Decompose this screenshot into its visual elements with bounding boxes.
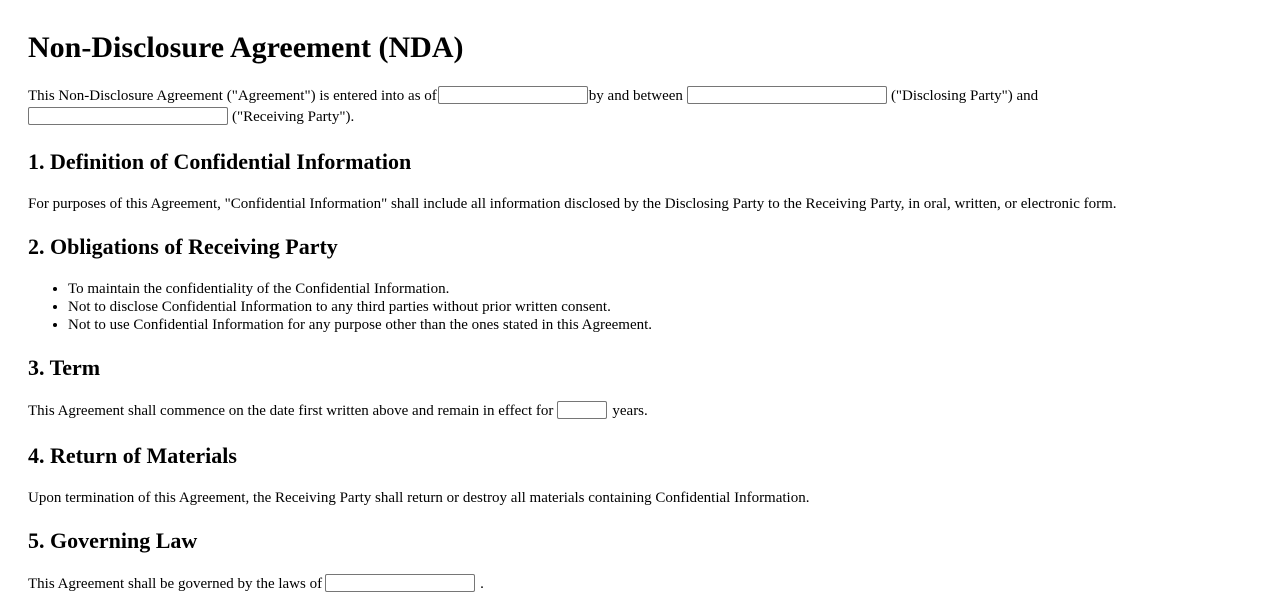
section-heading-term: 3. Term [28, 355, 101, 380]
list-item: • To maintain the confidentiality of the Confidential Information. [68, 280, 652, 298]
page-title: Non-Disclosure Agreement (NDA) [28, 31, 464, 64]
agreement-date-field[interactable] [438, 86, 588, 104]
section-text-governing-law [28, 574, 484, 595]
intro-text-2: by and between [588, 88, 683, 104]
jurisdiction-field[interactable] [325, 574, 475, 592]
intro-paragraph-line-2 [28, 107, 354, 128]
term-text-before: This Agreement shall commence on the date first written above and remain in effect for [28, 403, 554, 419]
section-text-definition: For purposes of this Agreement, "Confidential Information" shall include all information disclosed by the Disclosing Party to the Receiving Party, in oral, written, or electronic form. [28, 196, 1117, 212]
governing-law-text-after: . [480, 576, 484, 592]
section-heading-obligations: 2. Obligations of Receiving Party [28, 234, 338, 259]
section-heading-governing-law: 5. Governing Law [28, 528, 198, 553]
intro-text-4: ("Receiving Party"). [232, 109, 355, 125]
intro-text-1: This Non-Disclosure Agreement ("Agreement") is entered into as of [28, 88, 437, 104]
disclosing-party-field[interactable] [687, 86, 887, 104]
list-item: • Not to disclose Confidential Information to any third parties without prior written consent. [68, 298, 652, 316]
section-heading-definition: 1. Definition of Confidential Information [28, 149, 412, 174]
intro-paragraph [28, 86, 1038, 107]
intro-text-3: ("Disclosing Party") and [890, 88, 1039, 104]
term-text-after: years. [612, 403, 648, 419]
term-years-field[interactable] [557, 401, 607, 419]
governing-law-text-before: This Agreement shall be governed by the laws of [28, 576, 323, 592]
receiving-party-field[interactable] [28, 107, 228, 125]
list-item: • Not to use Confidential Information for any purpose other than the ones stated in this Agreement. [68, 316, 652, 334]
section-heading-return: 4. Return of Materials [28, 443, 237, 468]
section-text-return: Upon termination of this Agreement, the Receiving Party shall return or destroy all materials containing Confidential Information. [28, 490, 810, 506]
obligations-list [28, 280, 652, 334]
section-text-term [28, 401, 648, 422]
